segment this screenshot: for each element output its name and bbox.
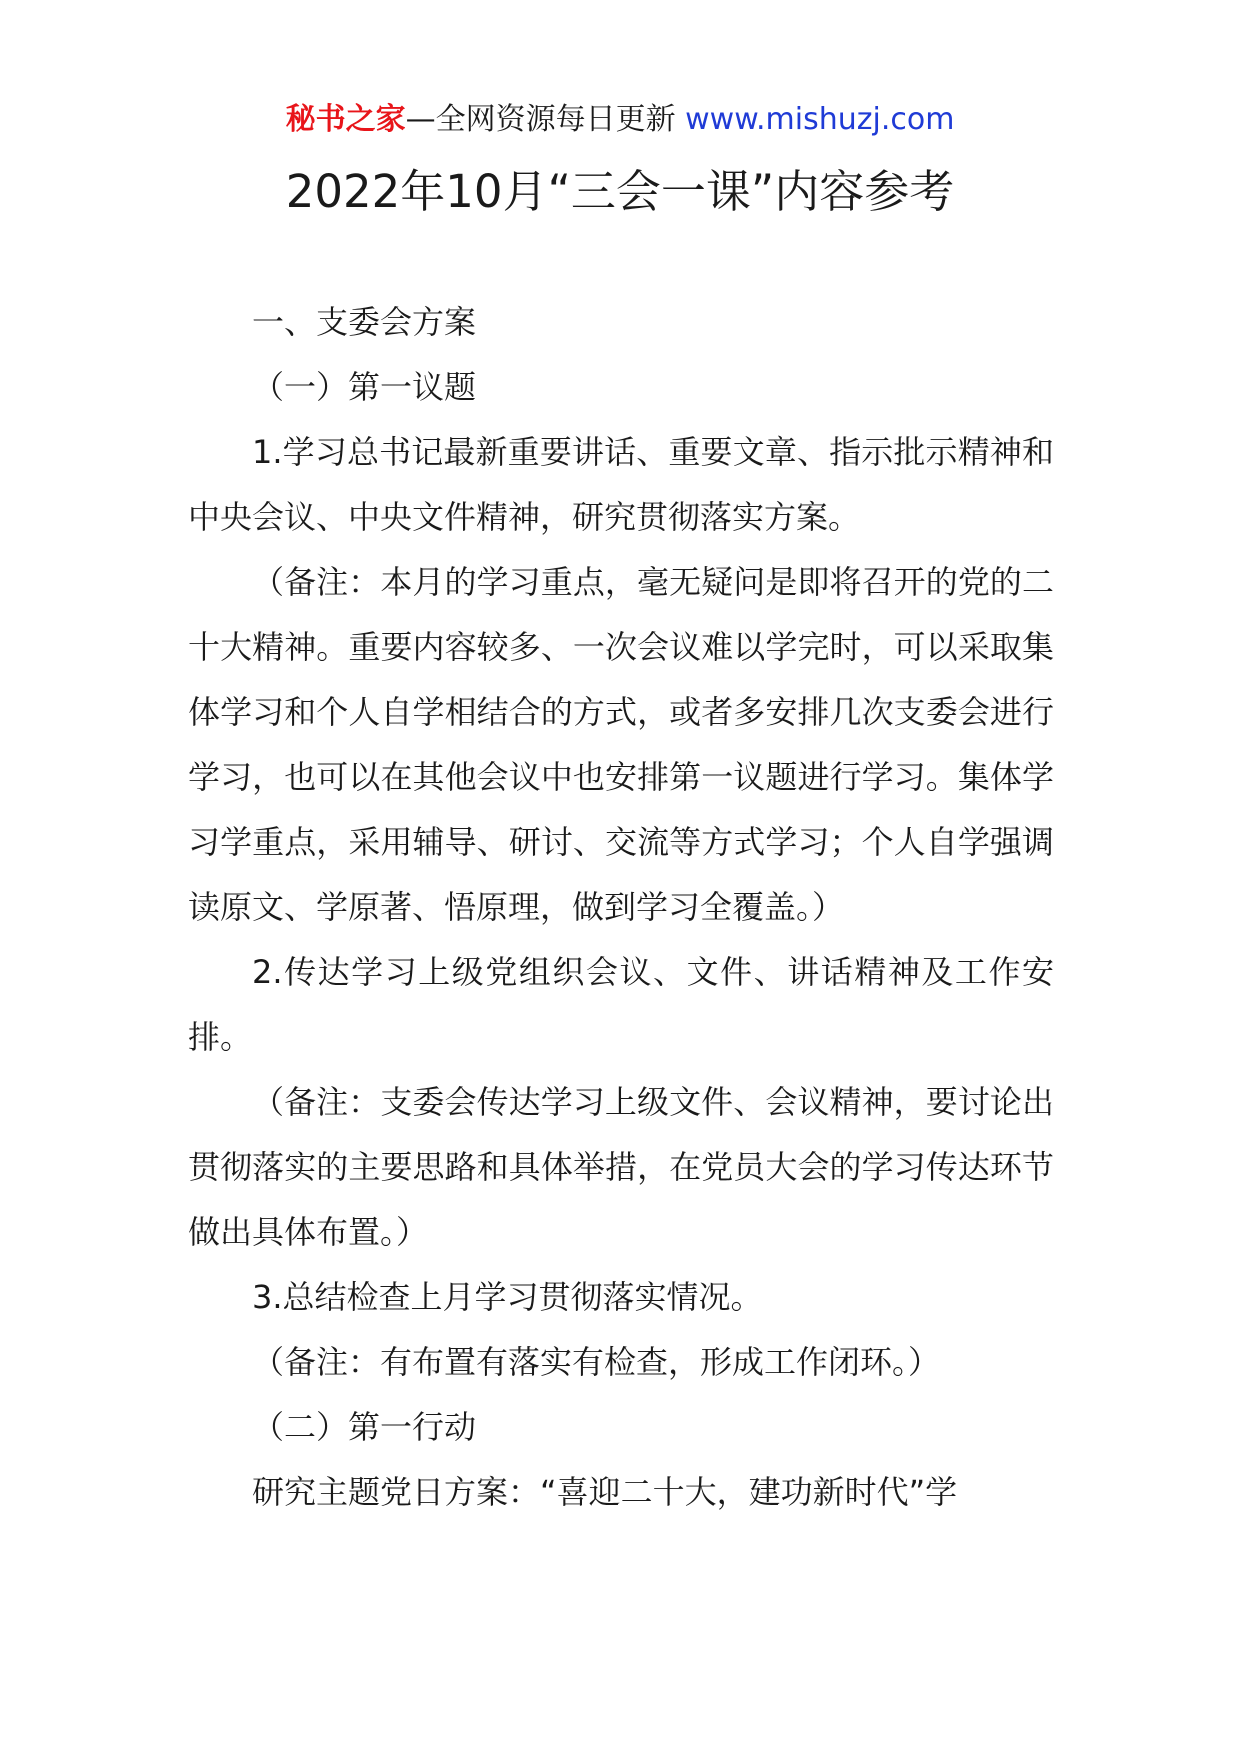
body-paragraph: 1.学习总书记最新重要讲话、重要文章、指示批示精神和中央会议、中央文件精神，研究贯彻落实方案。: [188, 433, 1054, 536]
site-url-link[interactable]: www.mishuzj.com: [685, 102, 955, 137]
note-paragraph: （备注：支委会传达学习上级文件、会议精神，要讨论出贯彻落实的主要思路和具体举措，在党员大会的学习传达环节做出具体布置。）: [188, 1083, 1054, 1251]
brand-name: 秘书之家: [285, 102, 406, 137]
body-paragraph: 研究主题党日方案：“喜迎二十大，建功新时代”学: [252, 1473, 958, 1511]
body-paragraph: 2.传达学习上级党组织会议、文件、讲话精神及工作安排。: [188, 953, 1054, 1056]
note-paragraph: （备注：有布置有落实有检查，形成工作闭环。）: [252, 1343, 941, 1381]
section-heading: 一、支委会方案: [252, 303, 477, 341]
body-paragraph: 3.总结检查上月学习贯彻落实情况。: [252, 1278, 763, 1316]
note-paragraph: （备注：本月的学习重点，毫无疑问是即将召开的党的二十大精神。重要内容较多、一次会议难以学完时，可以采取集体学习和个人自学相结合的方式，或者多安排几次支委会进行学习，也可以在其他会议中也安排第一议题进行学习。集体学习学重点，采用辅导、研讨、交流等方式学习；个人自学强调读原文、学原著、悟原理，做到学习全覆盖。）: [188, 563, 1054, 926]
subsection-heading: （一）第一议题: [252, 368, 477, 406]
subsection-heading: （二）第一行动: [252, 1408, 477, 1446]
document-body: [188, 290, 1054, 1525]
document-title: 2022年10月“三会一课”内容参考: [285, 165, 955, 218]
banner-tagline: —全网资源每日更新: [405, 102, 676, 137]
site-banner: [0, 100, 1240, 140]
